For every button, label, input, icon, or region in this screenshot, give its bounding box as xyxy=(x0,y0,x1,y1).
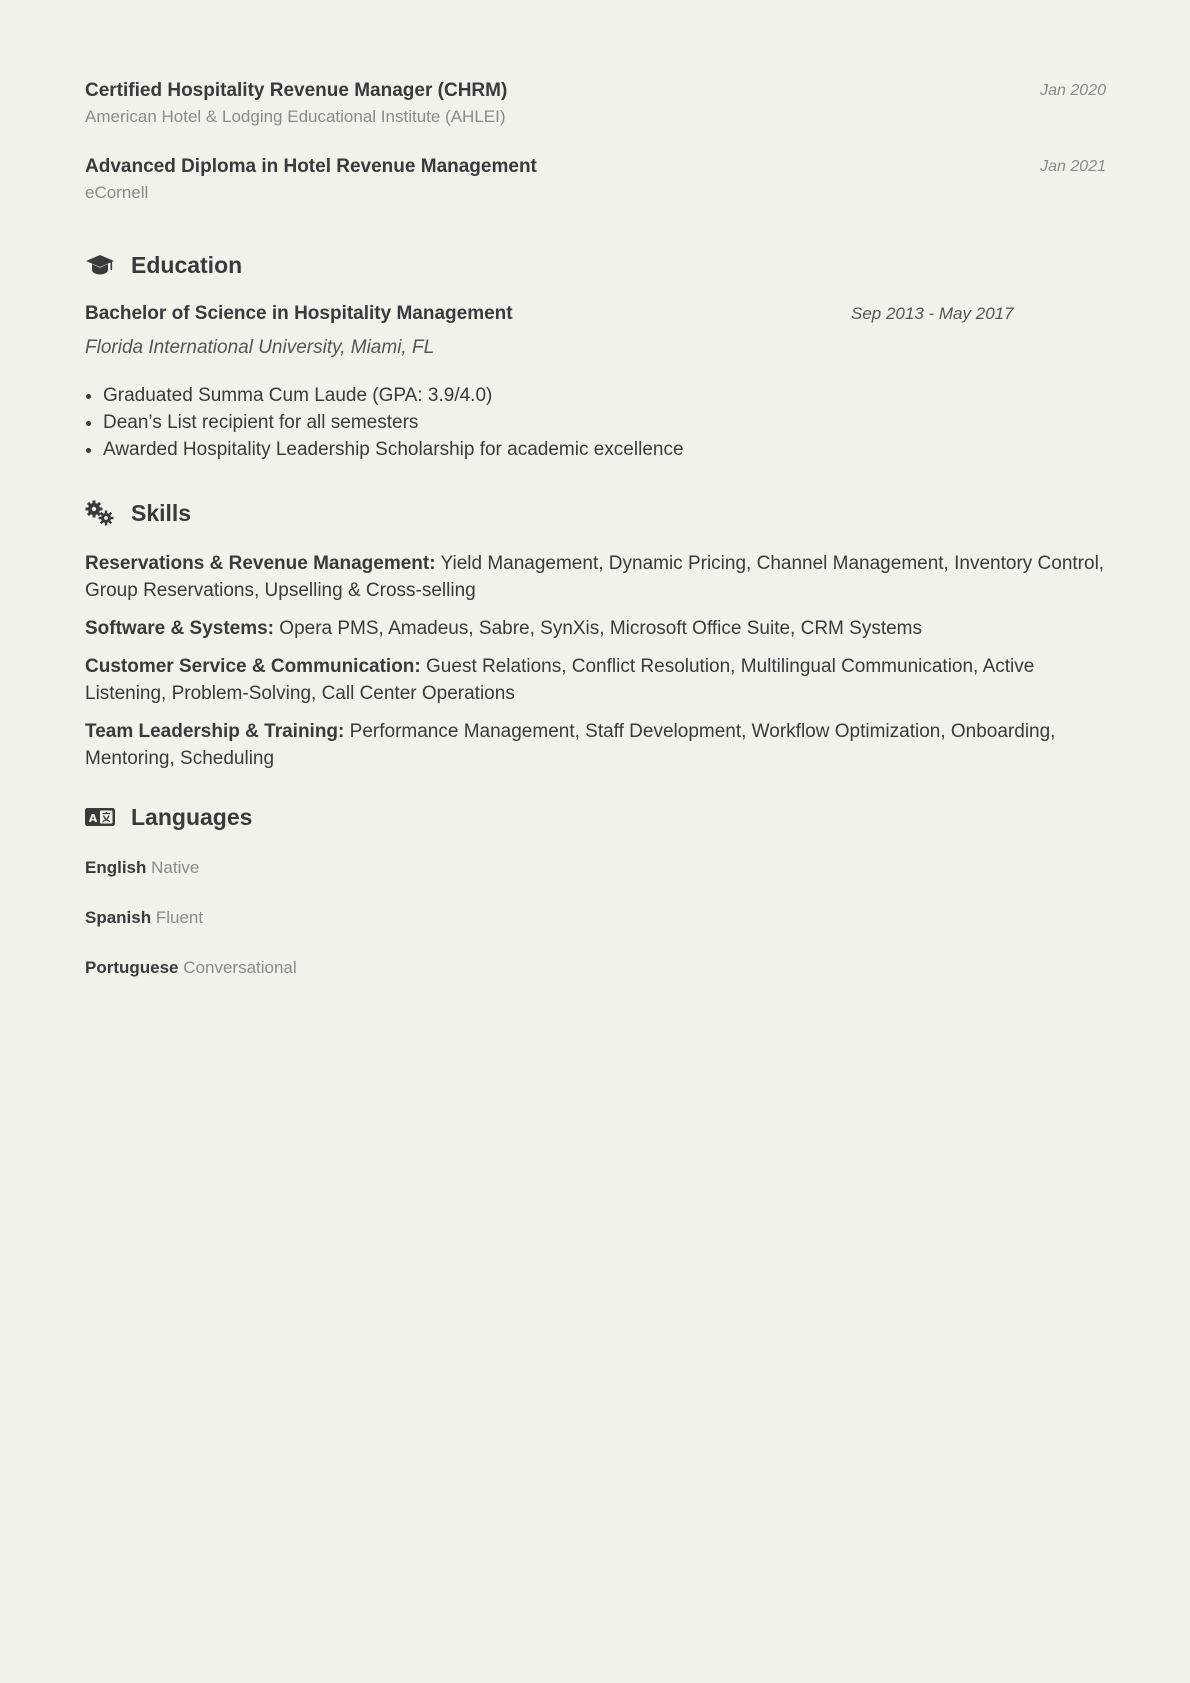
list-item: • Awarded Hospitality Leadership Scholarship for academic excellence xyxy=(103,436,1106,463)
graduation-cap-icon xyxy=(85,249,117,281)
education-entry xyxy=(85,302,1106,463)
skill-group xyxy=(85,550,1106,604)
svg-text:A: A xyxy=(88,812,98,825)
section-title: Skills xyxy=(131,499,192,526)
skill-group xyxy=(85,653,1106,707)
certification-title: Advanced Diploma in Hotel Revenue Management xyxy=(85,156,537,177)
language-level: Native xyxy=(151,858,200,877)
certification-date: Jan 2021 xyxy=(1040,158,1106,175)
degree-title: Bachelor of Science in Hospitality Management xyxy=(85,303,513,324)
education-highlights xyxy=(85,382,1106,463)
languages-heading xyxy=(85,801,252,833)
language-name: Spanish xyxy=(85,908,152,927)
language-icon xyxy=(85,801,117,833)
language-level: Conversational xyxy=(183,958,297,977)
skill-list: Opera PMS, Amadeus, Sabre, SynXis, Microsoft Office Suite, CRM Systems xyxy=(279,618,923,639)
certification-issuer: eCornell xyxy=(85,183,149,202)
education-heading xyxy=(85,249,242,281)
skill-category: Customer Service & Communication: xyxy=(85,656,421,677)
skills-heading xyxy=(85,497,191,529)
list-item: • Graduated Summa Cum Laude (GPA: 3.9/4.0) xyxy=(103,382,1106,409)
skill-category: Reservations & Revenue Management: xyxy=(85,553,436,574)
skill-group xyxy=(85,718,1106,772)
skill-group xyxy=(85,615,1106,642)
school-name: Florida International University, Miami, FL xyxy=(85,337,435,358)
language-name: English xyxy=(85,858,147,877)
certification-title: Certified Hospitality Revenue Manager (CHRM) xyxy=(85,80,508,101)
list-item: • Dean’s List recipient for all semesters xyxy=(103,409,1106,436)
language-name: Portuguese xyxy=(85,958,179,977)
gears-icon xyxy=(85,497,117,529)
section-title: Education xyxy=(131,251,243,278)
section-title: Languages xyxy=(131,803,253,830)
skill-list: Yield Management, Dynamic Pricing, Channel Management, Inventory Control, Group Reservations, Upselling & Cross-selling xyxy=(85,553,1105,601)
skill-list: Guest Relations, Conflict Resolution, Multilingual Communication, Active Listening, Problem-Solving, Call Center Operations xyxy=(85,656,1035,704)
skill-list: Performance Management, Staff Development, Workflow Optimization, Onboarding, Mentoring, Scheduling xyxy=(85,721,1056,769)
certification-item xyxy=(85,79,1106,129)
certification-issuer: American Hotel & Lodging Educational Institute (AHLEI) xyxy=(85,107,506,126)
certification-date: Jan 2020 xyxy=(1040,82,1106,99)
language-level: Fluent xyxy=(155,908,204,927)
skill-category: Software & Systems: xyxy=(85,618,275,639)
language-item xyxy=(85,856,199,880)
skill-category: Team Leadership & Training: xyxy=(85,721,345,742)
language-item xyxy=(85,956,297,980)
education-dates: Sep 2013 - May 2017 xyxy=(851,304,1014,323)
certification-item xyxy=(85,155,1106,205)
language-item xyxy=(85,906,203,930)
